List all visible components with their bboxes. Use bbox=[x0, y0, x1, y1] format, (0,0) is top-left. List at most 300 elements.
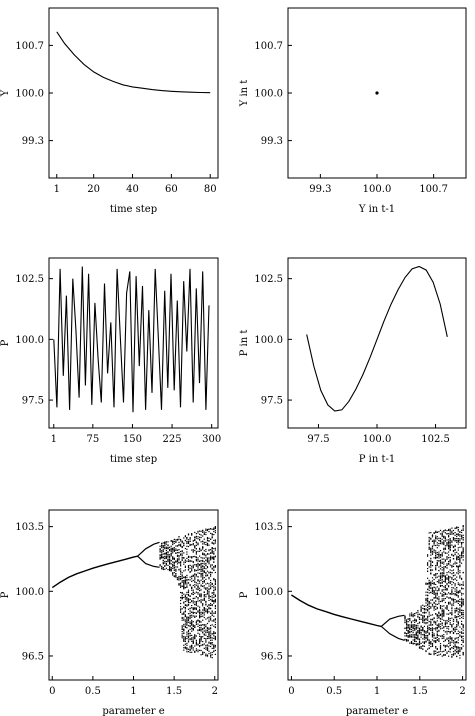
chaos-point bbox=[446, 559, 447, 560]
chaos-point bbox=[435, 557, 436, 558]
chaos-point bbox=[182, 592, 183, 593]
chaos-point bbox=[453, 621, 454, 622]
chaos-point bbox=[182, 553, 183, 554]
chaos-point bbox=[213, 603, 214, 604]
chaos-point bbox=[442, 635, 443, 636]
chaos-point bbox=[456, 600, 457, 601]
chaos-point bbox=[208, 628, 209, 629]
chaos-point bbox=[197, 624, 198, 625]
chaos-point bbox=[215, 587, 216, 588]
chaos-point bbox=[193, 615, 194, 616]
chaos-point bbox=[437, 532, 438, 533]
chaos-point bbox=[212, 620, 213, 621]
chaos-point bbox=[416, 641, 417, 642]
chaos-point bbox=[194, 627, 195, 628]
x-tick-label: 20 bbox=[87, 184, 101, 195]
chaos-point bbox=[174, 563, 175, 564]
chaos-point bbox=[425, 623, 426, 624]
chaos-point bbox=[419, 619, 420, 620]
chaos-point bbox=[186, 549, 187, 550]
chaos-point bbox=[182, 541, 183, 542]
chaos-point bbox=[448, 638, 449, 639]
chaos-point bbox=[210, 655, 211, 656]
chaos-point bbox=[208, 577, 209, 578]
chaos-point bbox=[413, 632, 414, 633]
chaos-point bbox=[440, 562, 441, 563]
chaos-point bbox=[435, 575, 436, 576]
chaos-point bbox=[458, 556, 459, 557]
chaos-point bbox=[201, 601, 202, 602]
chaos-point bbox=[455, 615, 456, 616]
panel-y-time-series bbox=[0, 8, 218, 215]
chaos-point bbox=[461, 605, 462, 606]
chaos-point bbox=[440, 647, 441, 648]
chaos-point bbox=[451, 591, 452, 592]
chaos-point bbox=[461, 563, 462, 564]
chaos-point bbox=[210, 646, 211, 647]
chaos-point bbox=[440, 550, 441, 551]
chaos-point bbox=[202, 636, 203, 637]
chaos-point bbox=[463, 585, 464, 586]
chaos-point bbox=[194, 532, 195, 533]
chaos-point bbox=[210, 628, 211, 629]
chaos-point bbox=[406, 635, 407, 636]
chaos-point bbox=[414, 637, 415, 638]
chaos-point bbox=[196, 644, 197, 645]
chaos-point bbox=[438, 654, 439, 655]
chaos-point bbox=[445, 559, 446, 560]
chaos-point bbox=[215, 654, 216, 655]
chaos-point bbox=[199, 590, 200, 591]
chaos-point bbox=[440, 557, 441, 558]
chaos-point bbox=[448, 533, 449, 534]
chaos-point bbox=[458, 540, 459, 541]
chaos-point bbox=[194, 556, 195, 557]
chaos-point bbox=[201, 614, 202, 615]
chaos-point bbox=[413, 624, 414, 625]
chaos-point bbox=[446, 557, 447, 558]
chaos-point bbox=[201, 638, 202, 639]
chaos-point bbox=[438, 615, 439, 616]
chaos-point bbox=[411, 631, 412, 632]
chaos-point bbox=[215, 636, 216, 637]
chaos-point bbox=[453, 593, 454, 594]
chaos-point bbox=[182, 555, 183, 556]
chaos-point bbox=[196, 542, 197, 543]
chaos-point bbox=[166, 548, 167, 549]
chaos-point bbox=[435, 531, 436, 532]
chaos-point bbox=[443, 614, 444, 615]
chaos-point bbox=[215, 618, 216, 619]
chaos-point bbox=[171, 567, 172, 568]
chaos-point bbox=[442, 594, 443, 595]
chaos-point bbox=[416, 621, 417, 622]
chaos-point bbox=[463, 556, 464, 557]
chaos-point bbox=[174, 567, 175, 568]
chaos-point bbox=[190, 544, 191, 545]
chaos-point bbox=[164, 565, 165, 566]
chaos-point bbox=[191, 593, 192, 594]
chaos-point bbox=[199, 573, 200, 574]
chaos-point bbox=[196, 616, 197, 617]
chaos-point bbox=[450, 543, 451, 544]
chaos-point bbox=[430, 567, 431, 568]
chaos-point bbox=[424, 631, 425, 632]
chaos-point bbox=[417, 610, 418, 611]
chaos-point bbox=[169, 560, 170, 561]
chaos-point bbox=[435, 609, 436, 610]
chaos-point bbox=[437, 590, 438, 591]
chaos-point bbox=[193, 580, 194, 581]
chaos-point bbox=[194, 593, 195, 594]
chaos-point bbox=[459, 657, 460, 658]
chaos-point bbox=[448, 640, 449, 641]
chaos-point bbox=[215, 605, 216, 606]
chaos-point bbox=[175, 545, 176, 546]
series-line bbox=[307, 267, 448, 412]
chaos-point bbox=[438, 640, 439, 641]
chaos-point bbox=[210, 656, 211, 657]
chaos-point bbox=[194, 564, 195, 565]
chaos-point bbox=[172, 565, 173, 566]
chaos-point bbox=[438, 638, 439, 639]
chaos-point bbox=[443, 605, 444, 606]
chaos-point bbox=[446, 653, 447, 654]
chaos-point bbox=[458, 582, 459, 583]
chaos-point bbox=[438, 599, 439, 600]
chaos-point bbox=[434, 603, 435, 604]
chaos-point bbox=[448, 619, 449, 620]
chaos-point bbox=[427, 571, 428, 572]
chaos-point bbox=[451, 642, 452, 643]
chaos-point bbox=[202, 557, 203, 558]
chaos-point bbox=[421, 634, 422, 635]
chaos-point bbox=[191, 605, 192, 606]
y-tick-label: 100.0 bbox=[254, 334, 283, 346]
chaos-point bbox=[459, 572, 460, 573]
panel-bifurcation-right bbox=[239, 510, 466, 716]
chaos-point bbox=[429, 566, 430, 567]
chaos-point bbox=[453, 655, 454, 656]
chaos-point bbox=[443, 641, 444, 642]
chaos-point bbox=[446, 628, 447, 629]
chaos-point bbox=[185, 644, 186, 645]
chaos-point bbox=[207, 537, 208, 538]
chaos-point bbox=[435, 638, 436, 639]
chaos-point bbox=[450, 642, 451, 643]
x-tick-label: 75 bbox=[86, 434, 100, 445]
chaos-point bbox=[178, 559, 179, 560]
chaos-point bbox=[172, 550, 173, 551]
chaos-point bbox=[445, 593, 446, 594]
chaos-point bbox=[191, 576, 192, 577]
chaos-point bbox=[421, 627, 422, 628]
chaos-point bbox=[432, 551, 433, 552]
chaos-point bbox=[434, 540, 435, 541]
chaos-point bbox=[448, 610, 449, 611]
chaos-point bbox=[448, 551, 449, 552]
chaos-point bbox=[429, 613, 430, 614]
chaos-point bbox=[175, 542, 176, 543]
chaos-point bbox=[202, 554, 203, 555]
chaos-point bbox=[456, 591, 457, 592]
chaos-point bbox=[196, 605, 197, 606]
chaos-point bbox=[446, 626, 447, 627]
chaos-point bbox=[210, 616, 211, 617]
chaos-point bbox=[448, 535, 449, 536]
chaos-point bbox=[456, 607, 457, 608]
chaos-point bbox=[190, 615, 191, 616]
chaos-point bbox=[208, 583, 209, 584]
chaos-point bbox=[208, 541, 209, 542]
chaos-point bbox=[205, 654, 206, 655]
chaos-point bbox=[191, 587, 192, 588]
chaos-point bbox=[196, 559, 197, 560]
chaos-point bbox=[188, 617, 189, 618]
chaos-point bbox=[437, 594, 438, 595]
chaos-point bbox=[413, 615, 414, 616]
chaos-point bbox=[202, 600, 203, 601]
chaos-point bbox=[177, 550, 178, 551]
chaos-point bbox=[169, 567, 170, 568]
chaos-point bbox=[178, 556, 179, 557]
chaos-point bbox=[163, 547, 164, 548]
chaos-point bbox=[442, 615, 443, 616]
chaos-point bbox=[215, 556, 216, 557]
chaos-point bbox=[202, 541, 203, 542]
chaos-point bbox=[204, 592, 205, 593]
chaos-point bbox=[445, 602, 446, 603]
chaos-point bbox=[191, 639, 192, 640]
chaos-point bbox=[445, 549, 446, 550]
chaos-point bbox=[186, 558, 187, 559]
chaos-point bbox=[205, 557, 206, 558]
chaos-point bbox=[459, 576, 460, 577]
chaos-point bbox=[193, 549, 194, 550]
chaos-point bbox=[446, 583, 447, 584]
chaos-point bbox=[172, 544, 173, 545]
chaos-point bbox=[166, 557, 167, 558]
chaos-point bbox=[204, 625, 205, 626]
chaos-point bbox=[197, 565, 198, 566]
x-tick-label: 40 bbox=[126, 184, 139, 195]
chaos-point bbox=[196, 642, 197, 643]
chaos-point bbox=[432, 580, 433, 581]
chaos-point bbox=[171, 548, 172, 549]
chaos-point bbox=[414, 628, 415, 629]
chaos-point bbox=[427, 622, 428, 623]
chaos-point bbox=[443, 530, 444, 531]
chaos-point bbox=[442, 595, 443, 596]
chaos-point bbox=[207, 656, 208, 657]
chaos-point bbox=[208, 611, 209, 612]
chaos-point bbox=[202, 583, 203, 584]
chaos-point bbox=[164, 556, 165, 557]
x-axis-label: Y in t-1 bbox=[358, 204, 396, 215]
chaos-point bbox=[422, 608, 423, 609]
chaos-point bbox=[442, 606, 443, 607]
chaos-point bbox=[213, 579, 214, 580]
chaos-point bbox=[177, 556, 178, 557]
chaos-point bbox=[180, 587, 181, 588]
chaos-point bbox=[443, 598, 444, 599]
chaos-point bbox=[212, 605, 213, 606]
chaos-point bbox=[442, 583, 443, 584]
chaos-point bbox=[425, 618, 426, 619]
chaos-point bbox=[182, 597, 183, 598]
chaos-point bbox=[196, 582, 197, 583]
chaos-point bbox=[432, 635, 433, 636]
chaos-point bbox=[430, 592, 431, 593]
chaos-point bbox=[205, 549, 206, 550]
chaos-point bbox=[459, 627, 460, 628]
chaos-point bbox=[430, 646, 431, 647]
x-tick-label: 1 bbox=[130, 686, 137, 697]
chaos-point bbox=[213, 631, 214, 632]
chaos-point bbox=[207, 571, 208, 572]
chaos-point bbox=[438, 641, 439, 642]
chaos-point bbox=[185, 567, 186, 568]
chaos-point bbox=[199, 650, 200, 651]
chaos-point bbox=[442, 533, 443, 534]
chaos-point bbox=[417, 623, 418, 624]
chaos-point bbox=[182, 547, 183, 548]
chaos-point bbox=[437, 614, 438, 615]
chaos-point bbox=[188, 533, 189, 534]
chaos-point bbox=[182, 542, 183, 543]
chaos-point bbox=[205, 610, 206, 611]
chaos-point bbox=[197, 576, 198, 577]
chaos-point bbox=[450, 620, 451, 621]
chaos-point bbox=[169, 556, 170, 557]
chaos-point bbox=[461, 598, 462, 599]
chaos-point bbox=[197, 592, 198, 593]
chaos-point bbox=[455, 602, 456, 603]
chaos-point bbox=[171, 546, 172, 547]
chaos-point bbox=[440, 543, 441, 544]
chaos-point bbox=[424, 646, 425, 647]
chaos-point bbox=[429, 580, 430, 581]
chaos-point bbox=[456, 624, 457, 625]
chaos-point bbox=[459, 534, 460, 535]
chaos-point bbox=[455, 540, 456, 541]
chaos-point bbox=[427, 604, 428, 605]
chaos-point bbox=[196, 648, 197, 649]
chaos-point bbox=[185, 627, 186, 628]
chaos-point bbox=[194, 625, 195, 626]
chaos-point bbox=[194, 612, 195, 613]
chaos-point bbox=[175, 562, 176, 563]
chaos-point bbox=[196, 557, 197, 558]
chaos-point bbox=[177, 579, 178, 580]
chaos-point bbox=[205, 596, 206, 597]
x-tick-label: 0 bbox=[49, 686, 56, 697]
chaos-point bbox=[186, 577, 187, 578]
chaos-point bbox=[210, 613, 211, 614]
chaos-point bbox=[193, 638, 194, 639]
chaos-point bbox=[430, 538, 431, 539]
chaos-point bbox=[451, 578, 452, 579]
chaos-point bbox=[463, 630, 464, 631]
chaos-point bbox=[171, 549, 172, 550]
chaos-point bbox=[202, 629, 203, 630]
chaos-point bbox=[435, 646, 436, 647]
chaos-point bbox=[196, 533, 197, 534]
chaos-point bbox=[459, 540, 460, 541]
chaos-point bbox=[171, 570, 172, 571]
chaos-point bbox=[183, 544, 184, 545]
chaos-point bbox=[183, 629, 184, 630]
chaos-point bbox=[435, 540, 436, 541]
chaos-point bbox=[437, 616, 438, 617]
y-axis-label: P bbox=[0, 339, 11, 347]
chaos-point bbox=[212, 551, 213, 552]
chaos-point bbox=[446, 607, 447, 608]
chaos-point bbox=[438, 554, 439, 555]
chaos-point bbox=[185, 621, 186, 622]
chaos-point bbox=[409, 620, 410, 621]
chaos-point bbox=[190, 556, 191, 557]
chaos-point bbox=[194, 616, 195, 617]
chaos-point bbox=[194, 609, 195, 610]
chaos-point bbox=[183, 564, 184, 565]
chaos-point bbox=[204, 539, 205, 540]
chaos-point bbox=[205, 604, 206, 605]
chaos-point bbox=[443, 571, 444, 572]
chaos-point bbox=[208, 538, 209, 539]
chaos-point bbox=[191, 569, 192, 570]
chaos-point bbox=[160, 554, 161, 555]
chaos-point bbox=[186, 621, 187, 622]
chaos-point bbox=[175, 550, 176, 551]
chaos-point bbox=[450, 643, 451, 644]
chaos-point bbox=[438, 589, 439, 590]
chaos-point bbox=[197, 560, 198, 561]
chaos-point bbox=[448, 617, 449, 618]
chaos-point bbox=[215, 549, 216, 550]
period-two-upper bbox=[381, 615, 404, 626]
chaos-point bbox=[458, 631, 459, 632]
chaos-point bbox=[459, 632, 460, 633]
chaos-point bbox=[453, 642, 454, 643]
chaos-point bbox=[201, 589, 202, 590]
chaos-point bbox=[199, 617, 200, 618]
chaos-point bbox=[443, 636, 444, 637]
chaos-point bbox=[210, 596, 211, 597]
chaos-point bbox=[409, 632, 410, 633]
chaos-point bbox=[215, 530, 216, 531]
chaos-point bbox=[446, 645, 447, 646]
chaos-point bbox=[201, 612, 202, 613]
chaos-point bbox=[201, 534, 202, 535]
chaos-point bbox=[456, 536, 457, 537]
chaos-point bbox=[424, 619, 425, 620]
chaos-point bbox=[459, 584, 460, 585]
chaos-point bbox=[180, 544, 181, 545]
chaos-point bbox=[208, 591, 209, 592]
chaos-point bbox=[191, 566, 192, 567]
x-axis-label: parameter e bbox=[345, 706, 409, 716]
chaos-point bbox=[425, 631, 426, 632]
chaos-point bbox=[443, 563, 444, 564]
chaos-point bbox=[430, 583, 431, 584]
chaos-point bbox=[197, 626, 198, 627]
chaos-point bbox=[194, 634, 195, 635]
chaos-point bbox=[207, 609, 208, 610]
chaos-point bbox=[194, 607, 195, 608]
chaos-point bbox=[435, 589, 436, 590]
chaos-point bbox=[458, 639, 459, 640]
